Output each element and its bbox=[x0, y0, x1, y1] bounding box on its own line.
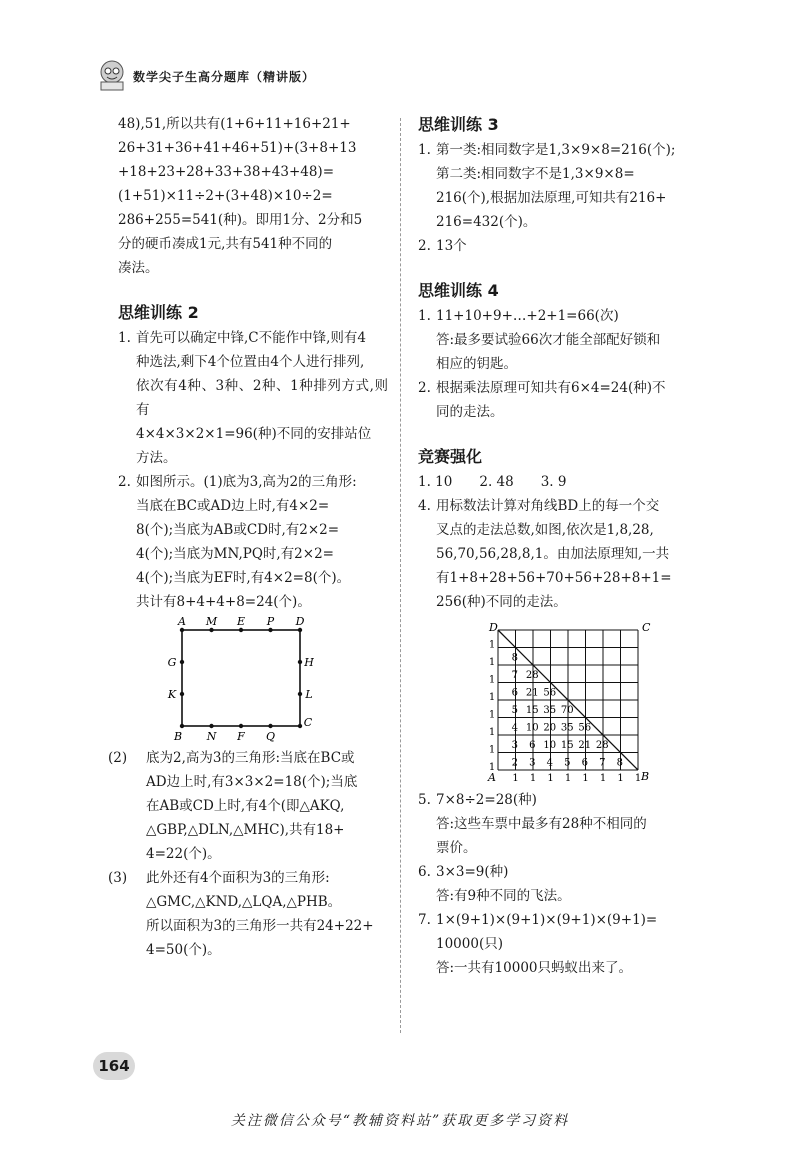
text-line: 用标数法计算对角线BD上的每一个交 bbox=[436, 498, 660, 514]
answer-item bbox=[118, 470, 388, 614]
right-column bbox=[418, 112, 708, 980]
point-label: B bbox=[173, 730, 183, 743]
text-line: 答:有9种不同的飞法。 bbox=[436, 888, 571, 904]
text-line: 26+31+36+41+46+51)+(3+8+13 bbox=[118, 140, 357, 156]
text-line: △GBP,△DLN,△MHC),共有18+ bbox=[146, 822, 345, 838]
grid-number: 8 bbox=[511, 652, 518, 664]
grid-number: 1 bbox=[488, 726, 496, 738]
grid-number: 28 bbox=[525, 669, 539, 681]
text-line: 4=50(个)。 bbox=[146, 942, 221, 958]
text-line: 4(个);当底为EF时,有4×2=8(个)。 bbox=[136, 570, 351, 586]
grid-number: 56 bbox=[543, 687, 557, 699]
item-number: (3) bbox=[108, 870, 128, 886]
point-label: G bbox=[167, 656, 177, 669]
grid-number: 15 bbox=[525, 704, 539, 716]
text-line: 48),51,所以共有(1+6+11+16+21+ bbox=[118, 116, 351, 132]
grid-number: 6 bbox=[529, 739, 536, 751]
text-line: 4(个);当底为MN,PQ时,有2×2= bbox=[136, 546, 334, 562]
figure-points bbox=[180, 628, 302, 728]
text-line: 答:最多要试验66次才能全部配好锁和 bbox=[436, 332, 661, 348]
text-line: 11+10+9+…+2+1=66(次) bbox=[436, 308, 619, 324]
text-line: 方法。 bbox=[136, 450, 177, 466]
grid-number: 2 bbox=[511, 757, 518, 769]
grid-number: 1 bbox=[488, 656, 496, 668]
grid-number: 1 bbox=[529, 773, 537, 784]
item-number: 1. bbox=[418, 142, 431, 158]
point-label: D bbox=[295, 616, 305, 628]
section-title: 竞赛强化 bbox=[418, 447, 483, 466]
text-line: 答:一共有10000只蚂蚁出来了。 bbox=[436, 960, 632, 976]
corner-label: B bbox=[641, 770, 650, 783]
answer-item bbox=[418, 788, 708, 860]
point-label: N bbox=[206, 730, 217, 743]
grid-number: 28 bbox=[595, 739, 609, 751]
answer-item bbox=[418, 860, 708, 908]
grid-number: 1 bbox=[582, 773, 589, 784]
text-line: 相应的钥匙。 bbox=[436, 356, 517, 372]
grid-number: 7 bbox=[511, 669, 518, 681]
grid-number: 35 bbox=[560, 722, 574, 734]
grid-number: 15 bbox=[560, 739, 574, 751]
text-line: 1×(9+1)×(9+1)×(9+1)×(9+1)= bbox=[436, 912, 658, 928]
mascot-icon bbox=[95, 58, 129, 92]
text-line: 票价。 bbox=[436, 840, 477, 856]
book-title: 数学尖子生高分题库（精讲版） bbox=[133, 70, 316, 84]
grid-number: 3 bbox=[529, 757, 536, 769]
point-label: M bbox=[205, 616, 218, 628]
section-title: 思维训练 4 bbox=[418, 281, 499, 300]
text-line: 10000(只) bbox=[436, 936, 503, 952]
text-line: 当底在BC或AD边上时,有4×2= bbox=[136, 498, 330, 514]
text-line: +18+23+28+33+38+43+48)= bbox=[118, 164, 335, 180]
answer-item bbox=[418, 908, 708, 980]
text-line: 256(种)不同的走法。 bbox=[436, 594, 567, 610]
text-line: 286+255=541(种)。即用1分、2分和5 bbox=[118, 212, 363, 228]
point-label: P bbox=[266, 616, 275, 628]
text-line: 如图所示。(1)底为3,高为2的三角形: bbox=[136, 474, 357, 490]
answer-item bbox=[418, 138, 708, 234]
grid-number: 10 bbox=[525, 722, 539, 734]
corner-label: C bbox=[642, 621, 651, 634]
answer-subitem bbox=[108, 746, 388, 866]
grid-number: 1 bbox=[488, 744, 496, 756]
answer-subitem bbox=[108, 866, 388, 962]
grid-number: 1 bbox=[488, 709, 496, 721]
text-line: (1+51)×11÷2+(3+48)×10÷2= bbox=[118, 188, 333, 204]
text-line: △GMC,△KND,△LQA,△PHB。 bbox=[146, 894, 342, 910]
text-line: 216=432(个)。 bbox=[436, 214, 537, 230]
item-number: (2) bbox=[108, 750, 128, 766]
grid-number: 3 bbox=[511, 739, 518, 751]
item-number: 4. bbox=[418, 498, 431, 514]
text-line: 根据乘法原理可知共有6×4=24(种)不 bbox=[436, 380, 666, 396]
text-line: 答:这些车票中最多有28种不相同的 bbox=[436, 816, 647, 832]
text-line: 凑法。 bbox=[118, 260, 159, 276]
grid-number: 35 bbox=[543, 704, 557, 716]
item-number: 2. bbox=[418, 380, 431, 396]
text-line: 7×8÷2=28(种) bbox=[436, 792, 537, 808]
page-header bbox=[95, 58, 425, 98]
grid-number: 4 bbox=[546, 757, 553, 769]
grid-number: 6 bbox=[581, 757, 588, 769]
point-label: A bbox=[178, 616, 186, 628]
corner-label: D bbox=[489, 621, 498, 634]
point-label: L bbox=[305, 688, 313, 701]
point-label: Q bbox=[265, 730, 276, 743]
point-label: C bbox=[303, 716, 313, 729]
text-line: 3×3=9(种) bbox=[436, 864, 509, 880]
text-line: 叉点的走法总数,如图,依次是1,8,28, bbox=[436, 522, 654, 538]
text-line: 4=22(个)。 bbox=[146, 846, 221, 862]
grid-number: 1 bbox=[488, 691, 496, 703]
grid-number: 7 bbox=[599, 757, 606, 769]
text-line: 首先可以确定中锋,C不能作中锋,则有4 bbox=[136, 330, 367, 346]
text-line: 在AB或CD上时,有4个(即△AKQ, bbox=[146, 798, 345, 814]
grid-number: 1 bbox=[617, 773, 624, 784]
short-answers: 1. 10 2. 48 3. 9 bbox=[418, 474, 567, 490]
rectangle-shape bbox=[182, 630, 300, 726]
grid-number: 10 bbox=[543, 739, 557, 751]
item-number: 1. bbox=[118, 330, 131, 346]
grid-number: 1 bbox=[488, 674, 496, 686]
answer-item bbox=[418, 494, 708, 614]
footer-watermark: 关注微信公众号“教辅资料站”获取更多学习资料 bbox=[230, 1113, 570, 1129]
text-line: 共计有8+4+4+8=24(个)。 bbox=[136, 594, 311, 610]
item-number: 5. bbox=[418, 792, 431, 808]
grid-number: 1 bbox=[599, 773, 607, 784]
answer-item bbox=[418, 376, 708, 424]
grid-number: 6 bbox=[511, 687, 518, 699]
text-line: 底为2,高为3的三角形:当底在BC或 bbox=[146, 750, 355, 766]
text-line: 56,70,56,28,8,1。由加法原理知,一共 bbox=[436, 546, 670, 562]
rectangle-figure bbox=[118, 616, 388, 744]
text-line: 8(个);当底为AB或CD时,有2×2= bbox=[136, 522, 340, 538]
text-line: 分的硬币凑成1元,共有541种不同的 bbox=[118, 236, 333, 252]
text-line: 第二类:相同数字不是1,3×9×8= bbox=[436, 166, 635, 182]
grid-number: 70 bbox=[560, 704, 574, 716]
grid-number: 5 bbox=[564, 757, 571, 769]
answer-item bbox=[418, 304, 708, 376]
item-number: 7. bbox=[418, 912, 431, 928]
grid-figure bbox=[418, 618, 708, 786]
item-number: 6. bbox=[418, 864, 431, 880]
grid-number: 56 bbox=[578, 722, 592, 734]
section-title: 思维训练 2 bbox=[118, 303, 199, 322]
point-label: E bbox=[236, 616, 246, 628]
text-line: 第一类:相同数字是1,3×9×8=216(个); bbox=[436, 142, 676, 158]
text-line: 有1+8+28+56+70+56+28+8+1= bbox=[436, 570, 672, 586]
grid-number: 20 bbox=[543, 722, 557, 734]
item-number: 2. bbox=[418, 238, 431, 254]
page-number: 164 bbox=[93, 1052, 135, 1080]
point-label: H bbox=[304, 656, 314, 669]
intro-paragraph bbox=[118, 112, 388, 280]
answer-item bbox=[118, 326, 388, 470]
section-title: 思维训练 3 bbox=[418, 115, 499, 134]
grid-number: 1 bbox=[564, 773, 572, 784]
point-label: F bbox=[237, 730, 245, 743]
text-line: AD边上时,有3×3×2=18(个);当底 bbox=[146, 774, 358, 790]
column-divider bbox=[400, 118, 401, 1033]
item-number: 2. bbox=[118, 474, 131, 490]
grid-number: 1 bbox=[547, 773, 554, 784]
text-line: 216(个),根据加法原理,可知共有216+ bbox=[436, 190, 667, 206]
grid-number: 21 bbox=[578, 739, 592, 751]
item-number: 1. bbox=[418, 308, 431, 324]
text-line: 此外还有4个面积为3的三角形: bbox=[146, 870, 330, 886]
point-label: K bbox=[167, 688, 177, 701]
grid-number: 21 bbox=[525, 687, 539, 699]
text-line: 13个 bbox=[436, 238, 467, 254]
grid-number: 1 bbox=[488, 639, 496, 651]
text-line: 4×4×3×2×1=96(种)不同的安排站位 bbox=[136, 426, 372, 442]
grid-number: 1 bbox=[488, 761, 496, 773]
text-line: 同的走法。 bbox=[436, 404, 504, 420]
text-line: 种选法,剩下4个位置由4个人进行排列, bbox=[136, 354, 365, 370]
grid-number: 5 bbox=[511, 704, 518, 716]
text-line: 所以面积为3的三角形一共有24+22+ bbox=[146, 918, 374, 934]
grid-number: 8 bbox=[616, 757, 623, 769]
grid-number: 1 bbox=[634, 773, 642, 784]
corner-label: A bbox=[488, 771, 496, 784]
grid-number: 4 bbox=[511, 722, 518, 734]
answer-item bbox=[418, 234, 708, 258]
left-column bbox=[108, 112, 388, 962]
grid-number: 1 bbox=[512, 773, 519, 784]
text-line: 依次有4种、3种、2种、1种排列方式,则有 bbox=[136, 378, 388, 418]
